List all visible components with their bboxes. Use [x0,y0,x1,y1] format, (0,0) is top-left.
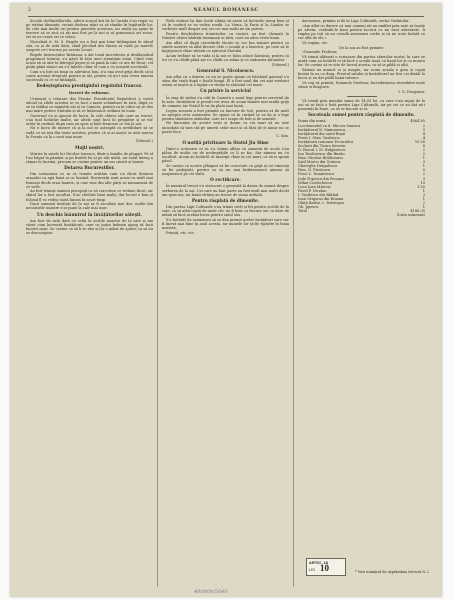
paragraph: Urmează o relatare din Franța: Presidentul Republicei a vestit oficial că zilele acestea se va face o mare schimbare în țară, după ce se va întâlni cu miniștrii săi și cu Camera, pentru ca în viitor să se dea mai mare putere Statului și să se întărească ordinea în toate. [26,96,153,113]
ledger-donor: D. Pascal I. M. Bulgărescu [298,147,346,152]
paragraph: Acum trebuie să se vadă și la noi ce folos aduce hărnicia; pentru că tot ce s'a clădit până azi s'a clădit cu mâna și cu sudoarea țăranului. [162,53,289,62]
list-continues-note: (Lista urmează) [396,213,425,218]
paragraph: Am aflat că după cercetările făcute se vor lua măsuri pentru ca satele noastre să aibă fiecare câte o școală și o biserică, pe care să le îngrijească chiar sătenii cu ajutorul Statului. [162,40,289,53]
masthead-title: NEAMUL ROMÂNESC [193,8,259,13]
paragraph: Din partea Ligii Culturale s'au trimis cărți și foi pentru școlile de la sate, ca să aibă copiii de unde citi. Ar fi bine ca fiecare om cu dare de mână să facă același lucru pentru satul său. [162,205,289,218]
ledger-donor: Jude Popescu din Focșani [298,176,344,181]
article-heading: Pentru răsplată de dimenite. [191,197,260,203]
donation-ledger [298,119,425,213]
ledger-donor: Fam. Nicolae Beldiceanu [298,156,343,161]
author-signature: I. G. Dragomir. [398,89,425,94]
column-divider [293,19,294,587]
paragraph: În ziua de astăzi s'a citit în Cameră o nouă lege pentru serviciul de la sate. Învățătorii și preoții vor avea de acum înainte mai multă grijă de oameni, iar Statul le va da plată mai bună. [162,95,289,108]
paragraph: Vă rugăm, etc. [302,40,329,45]
ledger-donor: Învățătorul din satul Rușii [298,131,345,136]
sticker-currency: LEI [309,567,316,572]
ledger-donor: Școlarii din Turnu Severin [298,143,346,148]
paragraph: Se cuvine ca aceste plângeri să fie cercetate cu grijă și cei vinovați să fie pedepsiți, pentru ca să nu mai îndrăznească nimeni să asuprească pe cei slabi. [162,163,289,176]
ledger-amount: 1 [422,196,425,201]
ledger-amount: 10 [420,180,425,185]
letter-salutation: «Domnule Profesor, [302,50,338,55]
column-2 [162,19,289,587]
paragraph: Dacă oamenii învățați de la noi ar fi ascultați mai des, multe din necazurile noastre s'ar pune la cale mai ușor. [26,202,153,211]
paragraph: Școală cheltuieliloreilo, adecă scopul ării de la Carada s'au rugat ca pe străini dinainte, vecinii dedeau mări ca să rămâie în legăturile lor, de cele mai multe ori pentru punerile acestora, iar mulți au ajuns în trecere să se zică că ați mai fost pe la noi și să primească ori zicea, ori să ne ceară ori ce voiau. [26,19,153,40]
footnote [355,570,430,574]
paragraph: În numărul trecut s'a strecurat o greșeală la darea de seamă despre serbarea de la sat. Cei care au luat parte au fost mult mai mulți decât am spus noi, iar banii strânși au trecut de suma arătată. [162,184,289,197]
ledger-amount: 4064.85 [410,119,425,124]
ledger-amount: 4 [422,135,425,140]
ledger-amount: 5 [422,127,425,132]
ledger-amount: 10.50 [414,139,425,144]
page-header [28,6,424,17]
article-heading: Socoteala sumei pentru răsplată de dimenite. [307,112,416,118]
paragraph: Vă rog să primiți, Domnule Profesor, încredințarea deosebitei mele stime și dragoste. [298,80,425,89]
page-number: 2 [28,8,31,13]
ledger-amount: 3 [422,192,425,197]
article-heading: O notiță privitoare la Statul Jiu Sime [182,139,269,145]
author-signature: C. Sim. [276,134,289,139]
paragraph: Am fost de astă dată cu ochii la școlile noastre de la sate și am văzut cum lucrează învățătorii, care cu puțin îndemn ajung să facă lucruri mari. Se cuvine ca să li se dea și lor o mână de ajutor, ca să nu se descurajeze. [26,218,153,236]
article-heading: Generalul S. Nicolaescu. [196,67,255,73]
footnote-ref: N. I. [422,570,430,574]
ledger-amount: 1 [422,156,425,161]
ledger-amount: 4 [422,131,425,136]
paragraph: Legea aceasta a fost primită cu bucurie de toți, pentru că de mult se aștepta ceva asemenea. Se spune că în curând se va da și o lege pentru sănătatea sătenilor, care să-i scape de boli și de mizerie. [162,108,289,121]
sticker-article-number: ARTIC. 18 [309,560,328,565]
ledger-amount: 2 [422,147,425,152]
column-3 [298,19,425,587]
ledger-amount: 1 [422,164,425,169]
article-heading: Cu privire la serviciul [200,88,251,94]
separator-rule [347,96,377,97]
ledger-donor: Total [298,209,307,214]
ledger-donor: Locotenentul ca d. Mircea Ionescu [298,123,361,128]
article-subheading: Decret de reforme. [68,89,111,95]
paragraph: Pentru deschiderea tratativelor cu vecinii, au fost chemați la Dunăre câțiva bărbați însemnați ai țării, care au adus veste bună. [162,31,289,40]
paragraph: Cum n'a fost un timp cu adevărat bun, n'a mai avut grijă decât să-și caute aceeași dreptate pentru ai săi, pentru că nu-i mai cerea nimeni socoteală cu ce se întâmplă. [26,70,153,83]
price-sticker [306,558,346,576]
ledger-amount: 4188.35 [410,209,425,214]
paragraph: Foile străine își dau toată silința să arate că lucrurile merg bine și că în curând se va vedea roadă. La Viena, la Paris și la Londra se vorbește mult despre noi, iar cei mai mulți ne țin partea. [162,19,289,32]
article-heading: Un deschis înăuntrul în învățătorilor săteşti. [37,211,142,217]
ledger-amount: 1 [422,188,425,193]
paragraph: Murise în satele lui Nicolae Ionescu, dintr-o familie de plugari. Pe el l-au băgat în pământ și pe fratele lui și pe alți mulți, iar satul întreg a rămas în lacrimi, precum se cuvine pentru un om cinstit și harnic. [26,151,153,164]
ledger-amount: 2 [422,201,425,205]
ledger-donor: Luca Ioan Mărcuș [298,184,331,189]
ledger-amount: 2 [422,172,425,177]
ledger-donor: Iosif Marcu din Craiova [298,160,341,165]
paragraph: Sătenii au muncit zi și noapte, iar acum școala e gata și copiii învață în ea cu drag. Preotul satului și învățătorul au fost cei dintâi la lucru și au dat pildă bună tuturor. [298,67,425,81]
ledger-donor: Gh. Jipescu [298,205,319,210]
ledger-donor: Ioan Grigoraș din Roman [298,196,344,201]
ledger-donor: Ion Teodorescu din Buzău [298,152,345,157]
paragraph: S'a hotărât de asemenea să se dea premii acelor învățători care vor fi lucrat mai bine în anul acesta, iar numele lor să fie tipărite în foaia noastră. [162,217,289,231]
article-heading: Redeșteptarea prestigiului regatului francez. [36,83,143,89]
column-divider [157,19,158,587]
ledger-donor: Preot L. Dumitrescu [298,172,335,177]
paragraph: Niciodată d. M. S. Regele nu a fost mai bine întâmpinat în sânul său, ca și de astă dată, când plecând din Sinaia să vadă pe marele oaspete ce-i trecuse pe aceste locuri. [26,40,153,53]
newspaper-page [10,3,442,597]
ledger-amount: 3 [422,160,425,165]
source-attribution: (Viitorul.) [135,139,153,144]
paragraph: Am aflat cu o durere ce nu se poate spune că bătrânul general s'a stins din viață după o boală lungă. El a fost unul din cei mai vrednici ostași ai noștri și a luptat cu vitejie în războiul cel mare. [162,74,289,88]
paragraph: Au fost trimiși oameni pricepuți ca să cerceteze ce trebuie făcut, iar sfatul lor a fost ascultat. S'au cheltuit bani mulți, dar lucrul e bun și folosul îl va vedea toată lumea în scurt timp. [26,189,153,202]
paragraph: Nu e lucru de mirare că și la noi se așteaptă cu nerăbdare să se vadă ce va ieși din toate acestea; pentru că și ai noștri se uită mereu la Franța ca la o soră mai mare. [26,126,153,139]
ledger-donor: Gheorghe Drăgulescu [298,164,338,169]
ledger-donor: Pavel P. Nicolau [298,188,327,193]
paragraph: Asemenea, primim și de la Liga Culturală, secția Vasluiului: [302,19,410,23]
column-1 [26,19,153,587]
ledger-donor: Suma din urmă [298,119,326,124]
paragraph: Vă trimit prin mandat suma de 14,05 lei, cu care v'ați rugat de la noi să se facă o listă pentru Liga Culturală, iar pe cei ce au dat să-i pomeniți în foaie, ca să se bucure și ei. [298,98,425,111]
article-heading: Dotarea Bucureștilor. [64,165,115,171]
paragraph: «Am aflat cu durere că unii oameni răi au umblat prin sate să înșele pe săteni, cerându-le bani pentru lucruri ce nu sunt adevărate. Îi rugăm pe toți să nu creadă asemenea vorbe și să ne scrie îndată ce vor afla de ele.» [298,23,425,40]
sticker-price: 10 [320,563,329,573]
ledger-donor: Ghiță Barbu, c. Dobrogea [298,201,344,205]
paragraph: Primiți, etc. etc. [166,230,195,235]
ledger-donor: I. Vasilescu din Bârlad [298,192,339,197]
paragraph: Dintr-o scrisoare ce ni s'a trimis aflăm că oamenii de acolo s'au plâns de multe ori de nedreptățile ce li se fac, dar nimeni nu i-a ascultat. Acum au hotărât să meargă chiar la cei mari, ca să-și spună păsul. [162,146,289,164]
ledger-amount: 2 [422,123,425,128]
ledger-donor: Fam. N. Prisăcaru [298,168,331,173]
section-note: De la noi au fost primite: [339,45,384,50]
ledger-donor: Învățătorii comunei Tecuciului [298,139,353,144]
paragraph: Din scrisoarea ce ni se trimite arătăm cum s'a făcut dotarea orașului cu apă bună și cu lumină. Bucureștii sunt acum cu mult mai frumoși decât erau înainte, și cine vine din alte părți se minunează de ce vede. [26,172,153,189]
ledger-donor: Mihai Costăchescu [298,180,333,185]
paragraph: Ne bucurăm de aceste vești și dorim ca cei mari să nu uite niciodată că țara stă pe umerii celor mici și că fără de ei nimic nu se poate face. [162,121,289,134]
ledger-amount: 1.50 [417,184,425,189]
pencil-annotation: 400800/5640 [194,589,228,595]
paragraph: Vă trimit alăturat o scrisoare din partea sătenilor noștri, în care se arată cum au hotărât ei să facă o școală nouă cu banii lor și cu munca lor. Se cuvine să se știe de lucrul acesta, ca să ia pildă și alții. [298,55,425,68]
ledger-amount: 2 [422,152,425,157]
ledger-amount: 1 [422,205,425,210]
article-heading: O rectificare. [210,177,241,183]
article-heading: Mojti noștri. [74,144,105,150]
footnote-text: * Vezi numărul de săptămâna trecută [355,570,422,574]
ledger-amount: 8 [422,143,425,148]
paragraph: Regele instrucțiilor Brătianu, a dat toată încrederea și desfășurând programul tuturor, s'a găsit în fața unei situațiuni nouă. Când vine acum să se uite la întregul popor și să pună la cale ce are de făcut, cel puțin până atunci nu s'a înțeles chiar el cum e cu această socoteală. [26,53,153,70]
ledger-amount: 5 [422,168,425,173]
ledger-donor: Preot I. Stan. Vasilescu [298,135,340,140]
paragraph: Guvernul s'a și apucat de lucru. În cele câteva zile care au trecut, s'au luat hotărâri multe, iar altele sunt încă în pregătire și se vor arăta în curând, după cum au spus și foile franceze ce vin la noi. [26,113,153,126]
ledger-donor: Învățătorul N. Simionescu, ... [298,127,351,132]
ledger-amount: 3 [422,176,425,181]
source-attribution: (Viitorul.) [271,62,289,67]
